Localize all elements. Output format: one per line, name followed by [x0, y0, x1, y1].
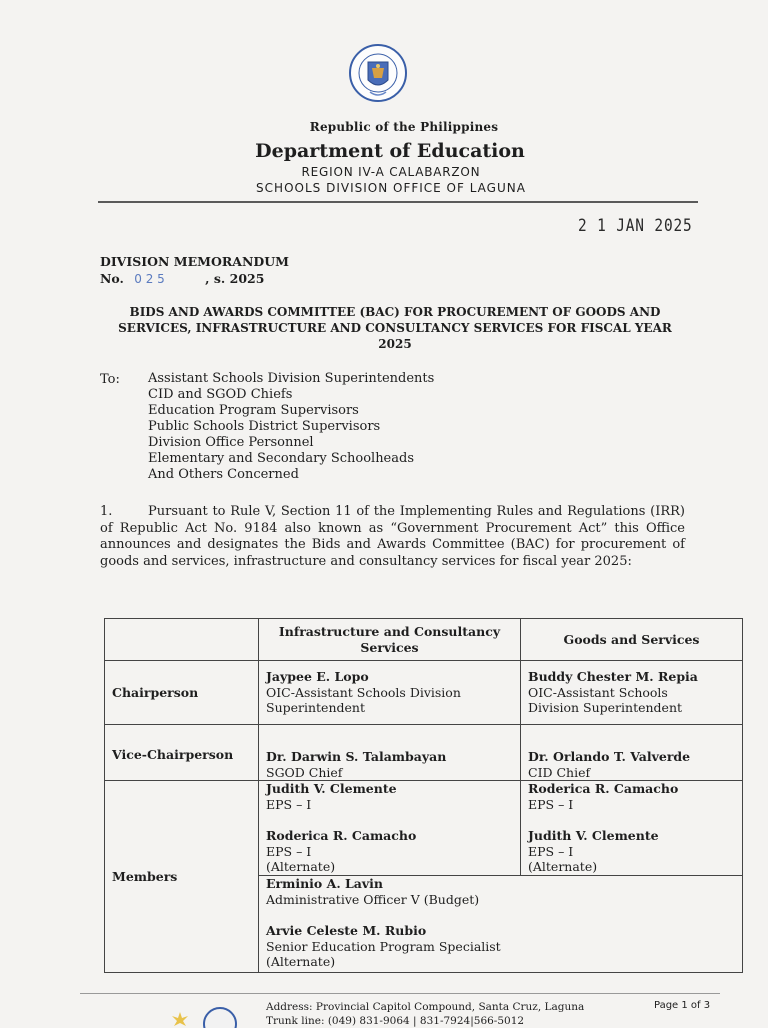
- member-title: SGOD Chief: [266, 764, 343, 780]
- member-note: (Alternate): [528, 859, 598, 874]
- deped-seal-icon: [348, 40, 408, 110]
- member-name: Jaypee E. Lopo: [266, 669, 369, 685]
- table-header-cell: Goods and Services: [521, 619, 743, 661]
- memo-number-label: No.: [100, 271, 124, 286]
- role-cell: Chairperson: [105, 661, 259, 725]
- letterhead-divider: [98, 201, 698, 203]
- footer-logos-icon: [160, 1004, 250, 1028]
- table-header-cell: Infrastructure and Consultancy Services: [259, 619, 521, 661]
- to-label: To:: [100, 372, 120, 387]
- paragraph-1: [100, 504, 685, 570]
- memo-subject: BIDS AND AWARDS COMMITTEE (BAC) FOR PROCUREMENT OF GOODS AND SERVICES, INFRASTRUCTURE AND CONSULTANCY SERVICES FOR FISCAL YEAR 2025: [118, 305, 672, 351]
- member-title: Administrative Officer V (Budget): [266, 891, 480, 907]
- memo-series: , s. 2025: [205, 271, 265, 286]
- paragraph-text: Pursuant to Rule V, Section 11 of the Implementing Rules and Regulations (IRR) of Republic Act No. 9184 also known as “Government Procurement Act” this Office announces and designates the Bids and Awards Committee (BAC) for procurement of goods and services, infrastructure and consultancy services for fiscal year 2025:: [100, 504, 685, 569]
- member-name: Dr. Darwin S. Talambayan: [266, 749, 447, 764]
- member-title: Superintendent: [266, 700, 365, 716]
- recipient-item: Public Schools District Supervisors: [148, 419, 381, 434]
- bac-table: [104, 618, 743, 973]
- page-number: Page 1 of 3: [654, 1000, 711, 1011]
- footer-divider: [80, 993, 720, 994]
- member-title: EPS – I: [266, 843, 312, 859]
- table-header-cell: [105, 619, 259, 661]
- recipient-item: Elementary and Secondary Schoolheads: [148, 451, 414, 466]
- recipient-item: Division Office Personnel: [148, 435, 314, 450]
- member-name: Erminio A. Lavin: [266, 876, 384, 891]
- member-name: Arvie Celeste M. Rubio: [266, 923, 427, 938]
- member-title: CID Chief: [528, 764, 591, 780]
- table-header-row: [105, 619, 743, 661]
- role-cell: Members: [105, 781, 259, 973]
- address-line: Address: Provincial Capitol Compound, Santa Cruz, Laguna: [266, 1001, 585, 1013]
- member-name: Dr. Orlando T. Valverde: [528, 749, 691, 764]
- infra-cell: [259, 781, 521, 876]
- member-title: EPS – I: [528, 843, 574, 859]
- member-title: OIC-Assistant Schools Division: [266, 684, 461, 700]
- recipient-list: [148, 371, 434, 483]
- shared-members-cell: [259, 876, 743, 973]
- republic-heading: Republic of the Philippines: [309, 120, 499, 134]
- department-heading: Department of Education: [255, 140, 525, 162]
- role-cell: Vice-Chairperson: [105, 725, 259, 781]
- recipient-item: Assistant Schools Division Superintendents: [148, 371, 435, 386]
- trunk-line: Trunk line: (049) 831-9064 | 831-7924|566-5012: [266, 1015, 525, 1027]
- member-name: Judith V. Clemente: [266, 781, 397, 796]
- region-heading: REGION IV-A CALABARZON: [301, 165, 481, 179]
- member-note: (Alternate): [266, 954, 336, 969]
- paragraph-number: 1.: [100, 504, 113, 519]
- date-stamp: 2 1 JAN 2025: [578, 216, 693, 236]
- memo-number-value: 0 2 5: [134, 272, 165, 286]
- member-title: OIC-Assistant Schools: [528, 684, 668, 700]
- table-row: [105, 661, 743, 725]
- recipient-item: And Others Concerned: [148, 467, 299, 482]
- recipient-item: CID and SGOD Chiefs: [148, 387, 293, 402]
- member-title: EPS – I: [266, 796, 312, 812]
- division-office-heading: SCHOOLS DIVISION OFFICE OF LAGUNA: [256, 181, 526, 195]
- goods-cell: [521, 725, 743, 781]
- member-name: Judith V. Clemente: [528, 828, 659, 843]
- goods-cell: [521, 781, 743, 876]
- memo-title: DIVISION MEMORANDUM: [100, 254, 289, 269]
- memo-number: [100, 271, 264, 286]
- infra-cell: [259, 725, 521, 781]
- table-row: [105, 725, 743, 781]
- goods-cell: [521, 661, 743, 725]
- member-name: Buddy Chester M. Repia: [528, 669, 698, 685]
- recipient-item: Education Program Supervisors: [148, 403, 359, 418]
- member-note: (Alternate): [266, 859, 336, 874]
- member-name: Roderica R. Camacho: [266, 828, 417, 843]
- member-name: Roderica R. Camacho: [528, 781, 679, 796]
- table-row: [105, 781, 743, 876]
- member-title: Division Superintendent: [528, 700, 683, 716]
- member-title: Senior Education Program Specialist: [266, 938, 501, 954]
- member-title: EPS – I: [528, 796, 574, 812]
- infra-cell: [259, 661, 521, 725]
